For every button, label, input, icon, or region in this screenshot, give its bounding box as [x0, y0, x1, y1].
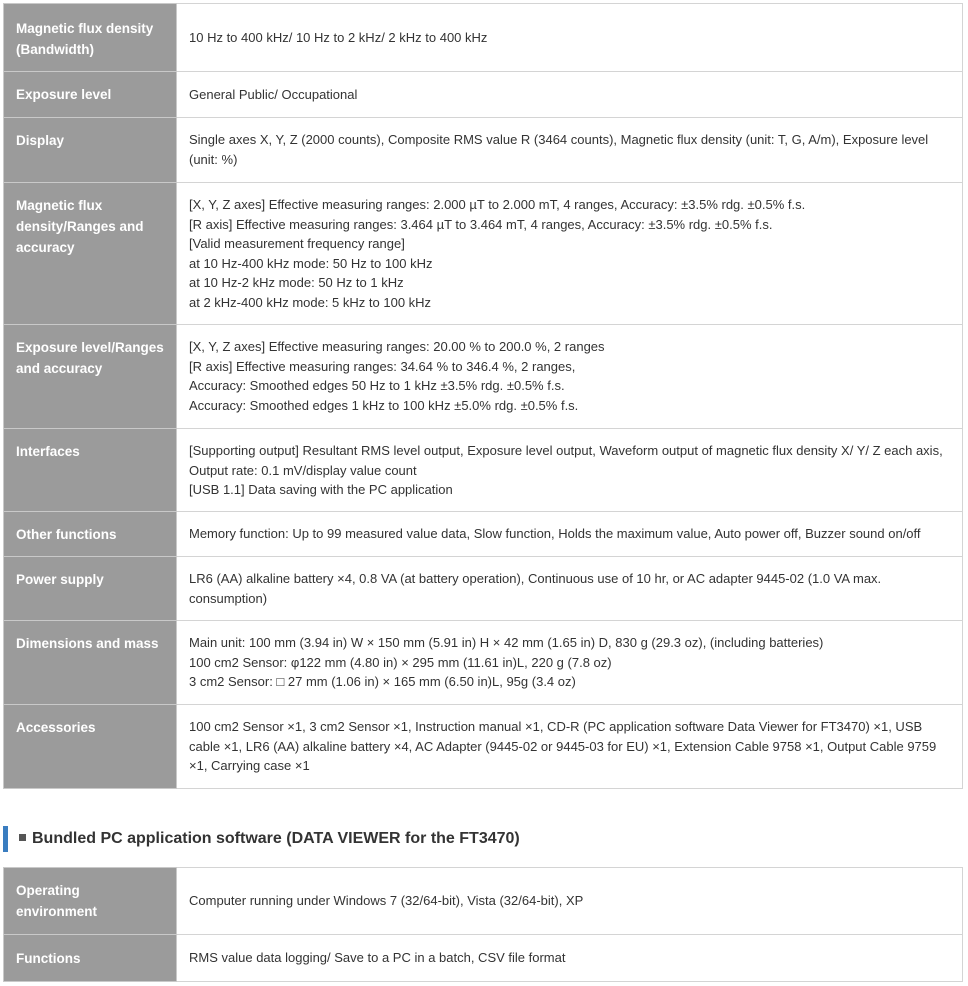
value-line: Computer running under Windows 7 (32/64-bit), Vista (32/64-bit), XP — [189, 893, 584, 909]
row-label: Exposure level/Ranges and accuracy — [4, 325, 177, 429]
row-value — [177, 429, 963, 512]
value-line: [Valid measurement frequency range] — [189, 236, 405, 251]
row-value — [177, 935, 963, 982]
value-line: [R axis] Effective measuring ranges: 34.64 % to 346.4 %, 2 ranges, — [189, 358, 576, 374]
row-label: Other functions — [4, 512, 177, 557]
row-label: Interfaces — [4, 429, 177, 512]
value-line: Output rate: 0.1 mV/display value count — [189, 462, 417, 478]
value-line: 100 cm2 Sensor: φ122 mm (4.80 in) × 295 mm (11.61 in)L, 220 g (7.8 oz) — [189, 654, 612, 670]
value-line: Accuracy: Smoothed edges 1 kHz to 100 kHz ±5.0% rdg. ±0.5% f.s. — [189, 397, 579, 413]
row-value — [177, 868, 963, 935]
value-line: at 10 Hz-400 kHz mode: 50 Hz to 100 kHz — [189, 255, 433, 271]
square-bullet-icon — [19, 834, 26, 841]
table-row — [4, 621, 963, 705]
table-row — [4, 183, 963, 325]
row-value — [177, 621, 963, 705]
table-row — [4, 4, 963, 72]
row-label: Magnetic flux density (Bandwidth) — [4, 4, 177, 72]
table-row — [4, 325, 963, 429]
value-line: 3 cm2 Sensor: □ 27 mm (1.06 in) × 165 mm (6.50 in)L, 95g (3.4 oz) — [189, 674, 576, 689]
table-row — [4, 72, 963, 118]
row-value — [177, 118, 963, 183]
value-line: Single axes X, Y, Z (2000 counts), Composite RMS value R (3464 counts), Magnetic flux density (unit: T, G, A/m), Exposure level (unit: %) — [189, 132, 929, 167]
value-line: Memory function: Up to 99 measured value data, Slow function, Holds the maximum value, Auto power off, Buzzer sound on/off — [189, 526, 921, 542]
software-table — [3, 867, 963, 982]
section-heading-text: Bundled PC application software (DATA VIEWER for the FT3470) — [32, 830, 520, 847]
row-value — [177, 183, 963, 325]
value-line: [Supporting output] Resultant RMS level output, Exposure level output, Waveform output of magnetic flux density X/ Y/ Z each axis, — [189, 443, 943, 458]
value-line: [X, Y, Z axes] Effective measuring ranges: 20.00 % to 200.0 %, 2 ranges — [189, 339, 605, 354]
value-line: [X, Y, Z axes] Effective measuring ranges: 2.000 µT to 2.000 mT, 4 ranges, Accuracy: ±3.5% rdg. ±0.5% f.s. — [189, 197, 806, 212]
value-line: 100 cm2 Sensor ×1, 3 cm2 Sensor ×1, Instruction manual ×1, CD-R (PC application software Data Viewer for FT3470) ×1, USB cable ×1, LR6 (AA) alkaline battery ×4, AC Adapter (9445-02 or 9445-03 for EU) ×1, Extension Cable 9758 ×1, Output Cable 9759 ×1, Carrying case ×1 — [189, 719, 937, 773]
row-value — [177, 557, 963, 621]
row-label: Exposure level — [4, 72, 177, 118]
table-row — [4, 705, 963, 789]
row-label: Operating environment — [4, 868, 177, 935]
row-value — [177, 325, 963, 429]
value-line: General Public/ Occupational — [189, 86, 358, 102]
row-label: Accessories — [4, 705, 177, 789]
value-line: LR6 (AA) alkaline battery ×4, 0.8 VA (at battery operation), Continuous use of 10 hr, or AC adapter 9445-02 (1.0 VA max. consumption) — [189, 571, 882, 606]
value-line: Main unit: 100 mm (3.94 in) W × 150 mm (5.91 in) H × 42 mm (1.65 in) D, 830 g (29.3 oz), (including batteries) — [189, 635, 824, 650]
row-label: Magnetic flux density/Ranges and accuracy — [4, 183, 177, 325]
value-line: RMS value data logging/ Save to a PC in a batch, CSV file format — [189, 950, 566, 966]
value-line: 10 Hz to 400 kHz/ 10 Hz to 2 kHz/ 2 kHz to 400 kHz — [189, 29, 488, 45]
value-line: [R axis] Effective measuring ranges: 3.464 µT to 3.464 mT, 4 ranges, Accuracy: ±3.5% rdg. ±0.5% f.s. — [189, 216, 773, 232]
table-row — [4, 557, 963, 621]
row-label: Display — [4, 118, 177, 183]
section-heading — [3, 826, 520, 852]
table-row — [4, 512, 963, 557]
row-label: Functions — [4, 935, 177, 982]
table-row — [4, 935, 963, 982]
table-row — [4, 868, 963, 935]
row-value — [177, 705, 963, 789]
value-line: at 2 kHz-400 kHz mode: 5 kHz to 100 kHz — [189, 294, 432, 310]
value-line: [USB 1.1] Data saving with the PC application — [189, 482, 453, 497]
value-line: at 10 Hz-2 kHz mode: 50 Hz to 1 kHz — [189, 275, 404, 290]
table-row — [4, 118, 963, 183]
value-line: Accuracy: Smoothed edges 50 Hz to 1 kHz ±3.5% rdg. ±0.5% f.s. — [189, 378, 565, 393]
row-label: Dimensions and mass — [4, 621, 177, 705]
spec-table — [3, 3, 963, 789]
row-value — [177, 4, 963, 72]
row-value — [177, 72, 963, 118]
row-value — [177, 512, 963, 557]
table-row — [4, 429, 963, 512]
row-label: Power supply — [4, 557, 177, 621]
